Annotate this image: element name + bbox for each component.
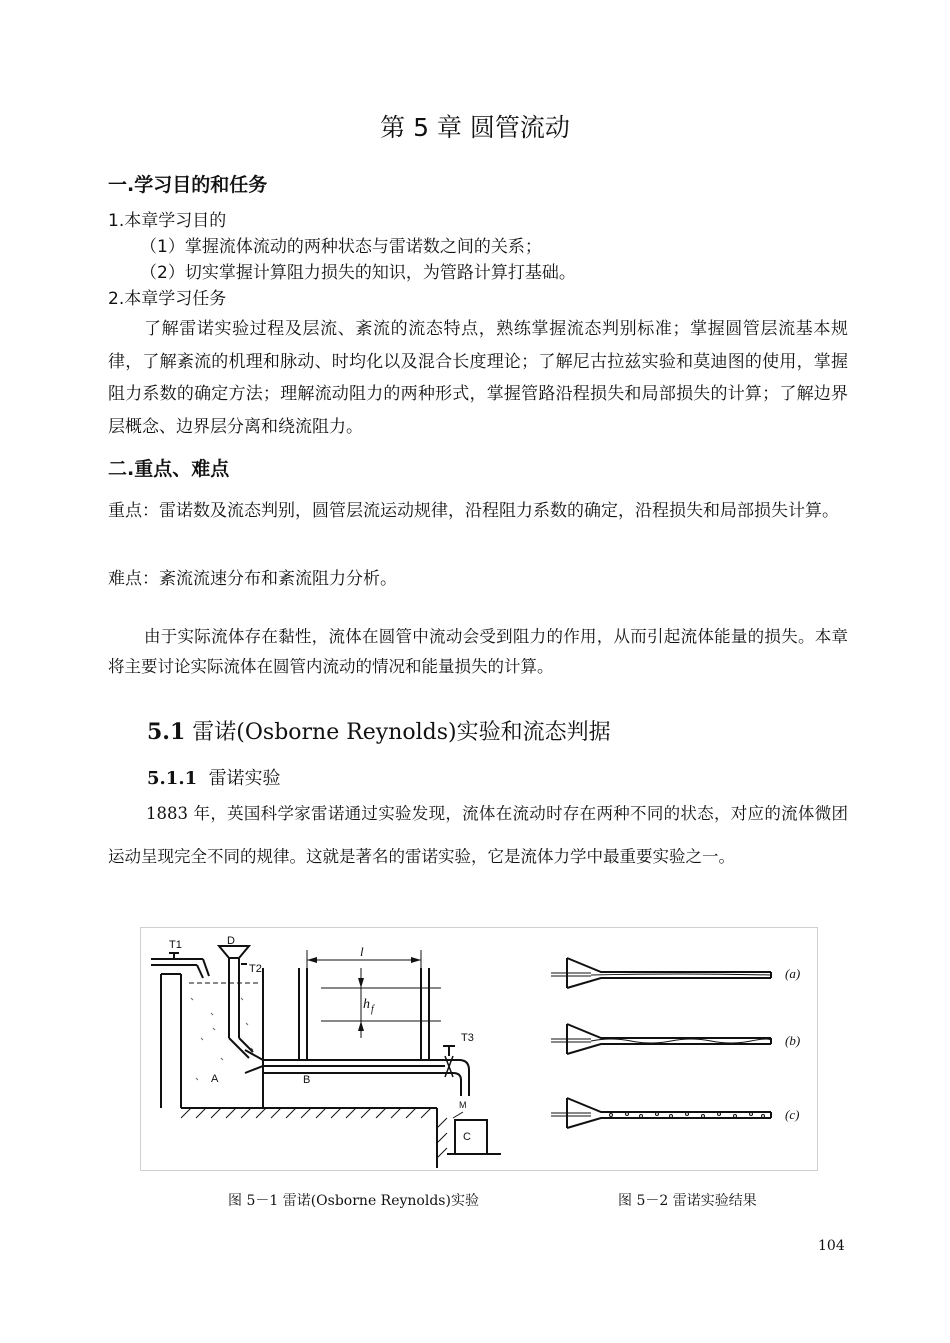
reynolds-figure [140,927,818,1171]
section-5-1-1-title: 雷诺实验 [208,768,281,789]
section-5-1-number: 5.1 [147,719,186,745]
chapter-title: 第 5 章 圆管流动 [380,113,570,142]
section-heading-key-points: 二.重点、难点 [108,458,230,480]
label-t1: T1 [169,939,182,951]
caption-fig-5-2: 图 5－2 雷诺实验结果 [618,1193,757,1209]
objective-item-1: （1）掌握流体流动的两种状态与雷诺数之间的关系； [140,237,542,257]
label-hf: h [363,997,370,1012]
subheading-objectives: 1.本章学习目的 [108,211,227,231]
subheading-tasks: 2.本章学习任务 [108,289,227,309]
caption-fig-5-1: 图 5－1 雷诺(Osborne Reynolds)实验 [228,1193,479,1209]
label-b: B [303,1074,311,1086]
reynolds-apparatus-diagram [141,928,817,1170]
tasks-paragraph: 了解雷诺实验过程及层流、紊流的流态特点，熟练掌握流态判别标准；掌握圆管层流基本规律，了解紊流的机理和脉动、时均化以及混合长度理论；了解尼古拉兹实验和莫迪图的使用，掌握阻力系数的确定方法；理解流动阻力的两种形式，掌握管路沿程损失和局部损失的计算；了解边界层概念、边界层分离和绕流阻力。 [108,319,848,437]
label-a-result: (a) [785,966,801,981]
body-paragraph: 1883 年，英国科学家雷诺通过实验发现，流体在流动时存在两种不同的状态，对应的流体微团运动呈现完全不同的规律。这就是著名的雷诺实验，它是流体力学中最重要实验之一。 [108,804,848,866]
label-d: D [227,935,235,947]
section-5-1-title: 雷诺(Osborne Reynolds)实验和流态判据 [192,720,611,745]
section-heading-objectives: 一.学习目的和任务 [108,174,268,196]
label-t2: T2 [249,963,262,975]
label-l: l [360,944,364,959]
label-c: C [463,1131,471,1143]
label-a: A [211,1073,219,1085]
label-b-result: (b) [785,1033,801,1048]
page-number: 104 [818,1238,845,1254]
label-m: M [459,1100,467,1110]
key-points-paragraph: 重点：雷诺数及流态判别，圆管层流运动规律，沿程阻力系数的确定，沿程损失和局部损失计算。 [108,501,839,521]
difficulties-paragraph: 难点：紊流流速分布和紊流阻力分析。 [108,569,397,589]
objective-item-2: （2）切实掌握计算阻力损失的知识，为管路计算打基础。 [140,263,576,283]
section-5-1-1-heading [147,764,281,790]
label-hf-sub: f [371,1004,374,1015]
section-5-1-1-number: 5.1.1 [147,768,198,789]
label-t3: T3 [461,1032,474,1044]
section-5-1-heading [147,715,611,746]
intro-paragraph: 由于实际流体存在黏性，流体在圆管中流动会受到阻力的作用，从而引起流体能量的损失。本章将主要讨论实际流体在圆管内流动的情况和能量损失的计算。 [108,627,848,676]
label-c-result: (c) [785,1107,800,1122]
